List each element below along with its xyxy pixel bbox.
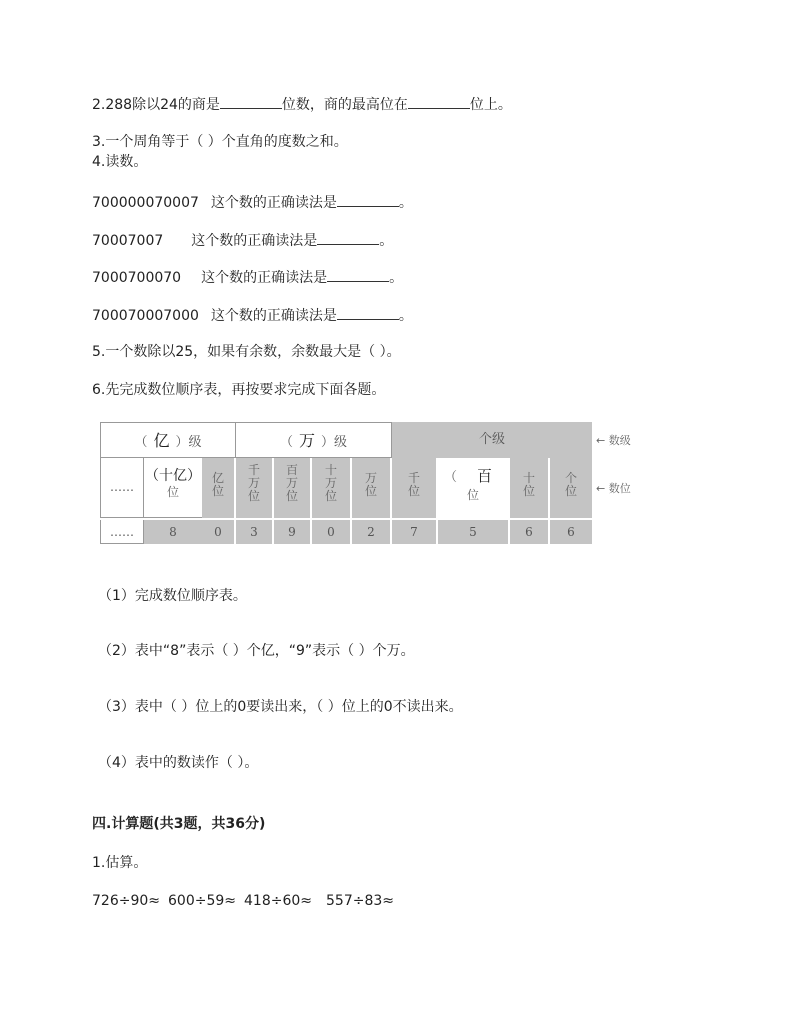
sub-question-1: （1）完成数位顺序表。 xyxy=(98,588,247,604)
char: 位 xyxy=(324,489,337,503)
char: 千 xyxy=(247,463,260,477)
wan-place-cell xyxy=(352,458,390,518)
calc-item: 726÷90≈ xyxy=(92,893,160,909)
read-number-item-3 xyxy=(92,267,403,287)
char: 万 xyxy=(324,476,337,490)
wan-level-answer: 万 xyxy=(298,431,315,450)
answer-blank[interactable] xyxy=(317,230,379,245)
yi-level-answer: 亿 xyxy=(153,431,170,450)
paren: ）级 xyxy=(321,435,348,450)
number: 700000070007 xyxy=(92,195,199,211)
place-dots: …… xyxy=(100,458,144,518)
answer-blank[interactable] xyxy=(220,94,282,109)
answer-blank[interactable] xyxy=(337,192,399,207)
value-cell: 7 xyxy=(392,520,436,544)
ge-place-cell xyxy=(550,458,592,518)
char: 万 xyxy=(247,476,260,490)
question-2 xyxy=(92,94,512,114)
shi-place-cell xyxy=(510,458,548,518)
q2-text-3: 位上。 xyxy=(469,97,512,113)
level-side-label: ← 数级 xyxy=(596,434,631,447)
place-value-table xyxy=(100,422,592,546)
bai-place-cell xyxy=(438,458,508,518)
sub-question-2: （2）表中“8”表示（ ）个亿，“9”表示（ ）个万。 xyxy=(98,643,415,659)
yi-level-cell xyxy=(100,422,236,458)
calc-item: 557÷83≈ xyxy=(326,893,394,909)
value-cell: 0 xyxy=(312,520,350,544)
read-number-item-4 xyxy=(92,305,413,325)
question-5: 5.一个数除以25，如果有余数，余数最大是（ ）。 xyxy=(92,344,401,360)
calc-row xyxy=(92,892,394,910)
char: 个 xyxy=(564,471,577,485)
number: 7000700070 xyxy=(92,270,182,286)
bai-answer: 百 xyxy=(477,467,493,485)
number: 70007007 xyxy=(92,233,164,249)
place-side-label: ← 数位 xyxy=(596,482,631,495)
period: 。 xyxy=(398,308,413,324)
char: 万 xyxy=(364,471,377,485)
char: 十 xyxy=(324,463,337,477)
yi-place-cell xyxy=(202,458,234,518)
paren: ）级 xyxy=(175,435,202,450)
q2-text-2: 位数，商的最高位在 xyxy=(281,97,408,113)
question-4-title: 4.读数。 xyxy=(92,154,148,170)
read-number-item-1 xyxy=(92,192,413,212)
period: 。 xyxy=(379,233,394,249)
char: 位 xyxy=(564,484,577,498)
char: 千 xyxy=(407,471,420,485)
prompt: 这个数的正确读法是 xyxy=(201,270,328,286)
value-cell: 0 xyxy=(202,520,234,544)
calc-item: 600÷59≈ xyxy=(168,893,236,909)
value-cell: 9 xyxy=(274,520,310,544)
wei-text: 位 xyxy=(166,485,179,499)
value-cell: 5 xyxy=(438,520,508,544)
qianwan-place-cell xyxy=(236,458,272,518)
value-cell: 3 xyxy=(236,520,272,544)
char: 十 xyxy=(522,471,535,485)
char: 位 xyxy=(407,484,420,498)
ge-level-cell: 个级 xyxy=(392,422,592,458)
char: 亿 xyxy=(211,471,224,485)
question-6-title: 6.先完成数位顺序表，再按要求完成下面各题。 xyxy=(92,382,386,398)
char: 位 xyxy=(285,489,298,503)
sub-question-3: （3）表中（ ）位上的0要读出来，（ ）位上的0不读出来。 xyxy=(98,699,463,715)
value-cell: 8 xyxy=(144,520,202,544)
read-number-item-2 xyxy=(92,230,393,250)
calc-item: 418÷60≈ xyxy=(244,893,312,909)
number: 700070007000 xyxy=(92,308,199,324)
section-title: 四.计算题(共3题，共36分) xyxy=(92,816,266,832)
value-cell: …… xyxy=(100,520,144,544)
paren: （ xyxy=(279,435,293,450)
paren: （ xyxy=(134,435,148,450)
answer-blank[interactable] xyxy=(408,94,470,109)
qian-place-cell xyxy=(392,458,436,518)
q2-text-1: 2.288除以24的商是 xyxy=(92,97,220,113)
period: 。 xyxy=(389,270,404,286)
char: 百 xyxy=(285,463,298,477)
char: 位 xyxy=(364,484,377,498)
period: 。 xyxy=(398,195,413,211)
shiwan-place-cell xyxy=(312,458,350,518)
char: 位 xyxy=(247,489,260,503)
prompt: 这个数的正确读法是 xyxy=(191,233,318,249)
shiyi-place-cell xyxy=(144,458,202,518)
wei-text: 位 xyxy=(466,488,479,502)
answer-blank[interactable] xyxy=(327,267,389,282)
char: 位 xyxy=(522,484,535,498)
prompt: 这个数的正确读法是 xyxy=(210,195,337,211)
char: 位 xyxy=(211,484,224,498)
paren: （ xyxy=(444,470,458,485)
value-cell: 2 xyxy=(352,520,390,544)
answer-blank[interactable] xyxy=(337,305,399,320)
calc-title: 1.估算。 xyxy=(92,855,148,871)
value-cell: 6 xyxy=(550,520,592,544)
baiwan-place-cell xyxy=(274,458,310,518)
question-3: 3.一个周角等于（ ）个直角的度数之和。 xyxy=(92,134,348,150)
shiyi-answer: 十亿 xyxy=(159,468,187,484)
char: 万 xyxy=(285,476,298,490)
value-cell: 6 xyxy=(510,520,548,544)
paren: ） xyxy=(187,468,201,484)
prompt: 这个数的正确读法是 xyxy=(210,308,337,324)
paren: （ xyxy=(145,468,159,484)
sub-question-4: （4）表中的数读作（ ）。 xyxy=(98,755,259,771)
wan-level-cell xyxy=(236,422,392,458)
